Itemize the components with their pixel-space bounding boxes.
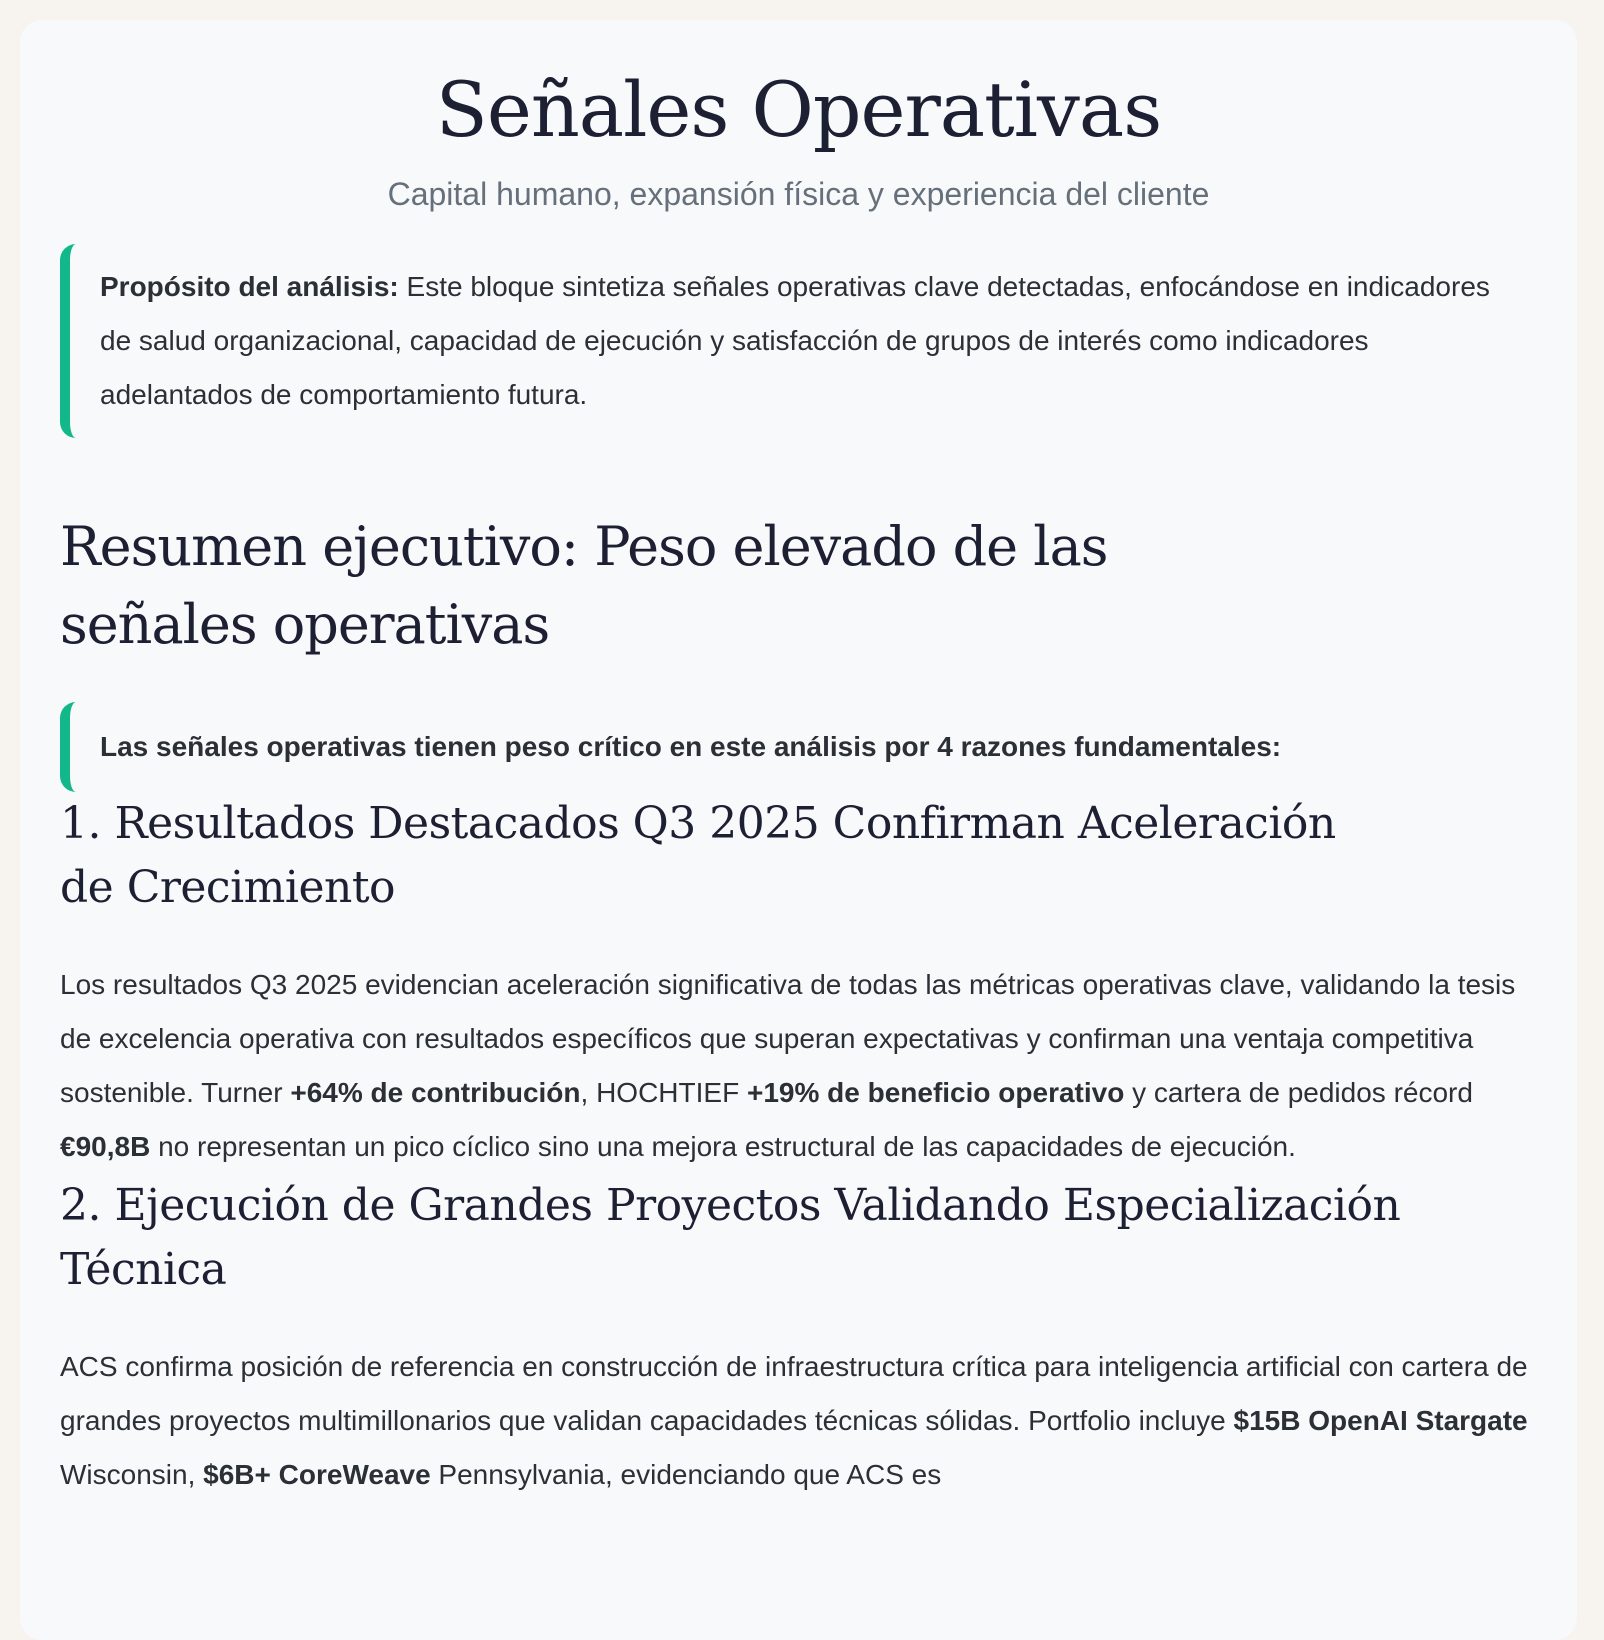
section-2-highlight-stargate: $15B OpenAI Stargate <box>1233 1404 1528 1436</box>
content-card <box>20 20 1577 1640</box>
section-2-text-1: ACS confirma posición de referencia en construcción de infraestructura crítica para inteligencia artificial con cartera de grandes proyectos multimillonarios que validan capacidades técnicas sólidas. Portfolio incluye <box>60 1350 1528 1436</box>
purpose-callout <box>60 244 1537 438</box>
purpose-text: Este bloque sintetiza señales operativas clave detectadas, enfocándose en indicadores de salud organizacional, capacidad de ejecución y satisfacción de grupos de interés como indicadores adelantados de comportamiento futura. <box>100 270 1490 410</box>
section-2-highlight-coreweave: $6B+ CoreWeave <box>203 1458 431 1490</box>
reasons-callout <box>60 702 1537 792</box>
page-subtitle: Capital humano, expansión física y experiencia del cliente <box>387 176 1210 213</box>
reasons-callout-text: Las señales operativas tienen peso crítico en este análisis por 4 razones fundamentales: <box>100 730 1282 762</box>
executive-summary-heading: Resumen ejecutivo: Peso elevado de las señales operativas <box>60 514 1108 656</box>
purpose-label: Propósito del análisis: <box>100 270 399 302</box>
section-2-text-3: Pennsylvania, evidenciando que ACS es <box>430 1458 942 1490</box>
section-1-text-4: no representan un pico cíclico sino una mejora estructural de las capacidades de ejecución. <box>150 1130 1296 1162</box>
section-1-highlight-backlog: €90,8B <box>60 1130 151 1162</box>
section-1-paragraph <box>60 958 1537 1174</box>
section-1-text-2: , HOCHTIEF <box>580 1076 747 1108</box>
section-1-highlight-turner: +64% de contribución <box>290 1076 581 1108</box>
section-1-heading: 1. Resultados Destacados Q3 2025 Confirman Aceleración de Crecimiento <box>60 797 1336 913</box>
section-1-text-1: Los resultados Q3 2025 evidencian aceleración significativa de todas las métricas operativas clave, validando la tesis de excelencia operativa con resultados específicos que superan expectativas y confirman una ventaja competitiva sostenible. Turner <box>60 968 1516 1108</box>
section-1-text-3: y cartera de pedidos récord <box>1124 1076 1473 1108</box>
page-title: Señales Operativas <box>435 65 1162 154</box>
section-2-paragraph <box>60 1340 1537 1502</box>
section-2-heading: 2. Ejecución de Grandes Proyectos Validando Especialización Técnica <box>60 1179 1401 1295</box>
section-2-text-2: Wisconsin, <box>60 1458 204 1490</box>
section-1-highlight-hochtief: +19% de beneficio operativo <box>746 1076 1125 1108</box>
